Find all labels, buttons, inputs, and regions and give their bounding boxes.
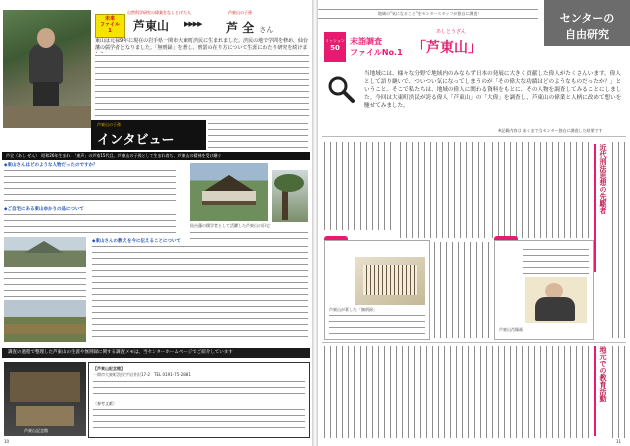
- guest-name: [226, 17, 273, 36]
- lower-divider: [322, 342, 626, 343]
- series-badge: [95, 14, 125, 38]
- interview-label: インタビュー: [97, 133, 175, 148]
- side-heading-1-text: 近代刑法思想の先駆者: [599, 144, 607, 214]
- left-page-number: 10: [4, 439, 10, 444]
- museum-box-text: 一関市大東町渋民字岩井沢17-2 TEL 0191-75-2881: [93, 372, 191, 377]
- old-house-photo: [190, 163, 268, 221]
- side-heading-2-text: 地元での教育活動: [599, 346, 607, 402]
- qa-heading-2: ◆ご自宅にある東山ゆかりの品について: [4, 207, 84, 212]
- title-ruby: あしとうざん: [436, 29, 467, 35]
- photo-caption-1: 仙台藩の儒学者として活躍した芦東山の旧宅: [190, 223, 270, 228]
- right-page: [318, 0, 630, 446]
- header-arrows: ▶▶▶▶: [184, 20, 202, 28]
- qa-heading-1: ◆東山さんはどのような人物だったのですか？: [4, 163, 98, 168]
- vertical-text-col-1: [322, 142, 392, 230]
- left-page: [0, 0, 312, 446]
- footer-notice: [2, 348, 310, 358]
- vertical-text-col-4: [610, 142, 626, 338]
- refs-label: 〈参考文献〉: [93, 401, 117, 406]
- qa-answer-2: [4, 212, 176, 234]
- side-heading-1: [594, 144, 610, 272]
- header-note-bar: [318, 9, 538, 19]
- file-title-1: 末詣調査: [350, 37, 382, 46]
- box-caption-1: 芦東山が著した「無刑録」: [329, 307, 377, 312]
- guest-name-text: 芦 全: [226, 21, 255, 35]
- intro-text: 当地域には、様々な分野で地域内のみならず日本の発展に大きく貢献した偉人がたくさんいます。偉人として語り継いで、ついつい気になってしまうのが「その偉大な功績はどのようなものだったか？」ということ。そこで私たちは、地域の偉人に関わる資料をもとに、その人物を調査してみることにしました。今回は大東町渋民が誇る偉人「芦東山」の「大偉」を調査し、芦東山の偉業と人柄に改めて想いを馳せてみました。: [364, 71, 622, 109]
- muke-box: [324, 240, 430, 340]
- qa-answer-3b: [4, 270, 86, 298]
- vertical-text-col-5: [432, 242, 490, 338]
- vertical-text-col-3: [490, 142, 590, 238]
- photo-caption-lines: [190, 230, 308, 240]
- bio-text: 東山は元禄9年に現在の岩手県一関市大東町渋民に生まれました。渋民の地で学問を修め、仙台藩の儒学者となりました。「無刑録」を著し、刑罰の在り方について生涯にわたり研究を続けま: [95, 38, 308, 51]
- interview-label-box: [91, 120, 206, 150]
- corner-title-2: 自由研究: [565, 28, 609, 41]
- ashi-box: [494, 240, 594, 340]
- qa-heading-3: ◆東山さんの教えを今に伝えることについて: [92, 239, 181, 244]
- header-note: 地域の"気になること"をセンタースタッフが独自に調査！: [378, 11, 482, 16]
- intro-divider: [322, 136, 626, 137]
- bio-side-text: [208, 121, 308, 151]
- mountain-photo: [4, 237, 86, 267]
- caption-bar: [2, 152, 310, 160]
- interview-small: 芦東山の子孫: [97, 122, 121, 127]
- mission-badge: [324, 32, 346, 62]
- right-page-number: 11: [616, 439, 622, 444]
- tree-photo: [272, 170, 308, 222]
- file-title: [350, 36, 403, 58]
- magnifier-icon: [326, 74, 356, 104]
- subject-name: 芦東山: [133, 19, 170, 33]
- corner-title-box: [544, 0, 630, 46]
- file-title-2: ファイルNo.1: [350, 48, 403, 57]
- header-small-left: 自然科学研究の偉業をなしとげた人: [127, 10, 191, 15]
- intro-note: ※記載内容は あくまで当センター独自に調査した結果です: [498, 128, 603, 133]
- photo-caption-3: 芦東山記念館: [24, 428, 48, 433]
- guest-suffix: さん: [259, 26, 274, 34]
- series-label: 未来 ファイル 1: [100, 16, 120, 34]
- side-heading-2: [594, 346, 610, 436]
- interviewee-photo: [3, 10, 91, 128]
- footer-notice-text: 調査の過程で整理した芦東山の生涯や無刑録に関する調査メモは、当センターホームページでご紹介しています: [8, 350, 233, 355]
- qa-answer-1: [4, 168, 176, 204]
- vertical-text-col-7: [610, 346, 626, 438]
- vertical-text-col-6: [322, 346, 592, 438]
- box-caption-2: 芦東山肖像画: [499, 327, 523, 332]
- muke-book-photo: [355, 257, 425, 305]
- vertical-text-col-2: [398, 142, 486, 238]
- mission-num: 50: [330, 44, 340, 52]
- museum-photo: [4, 362, 86, 436]
- caption-bar-text: 芦全（あし ぜん） 昭和26年生まれ 「東声」の芦家15代目。芦東山の子孫として生まれ育ち、芦東山の精神を受け継ぐ: [6, 153, 222, 158]
- header-small-right: 芦東山の子孫: [228, 10, 252, 15]
- qa-answer-3: [92, 244, 308, 340]
- museum-box-title: 【芦東山記念館】: [93, 366, 125, 371]
- field-photo: [4, 300, 86, 342]
- main-title: 「芦東山」: [412, 40, 482, 56]
- museum-info-box: [88, 362, 310, 438]
- portrait-painting: [525, 277, 587, 323]
- mission-label: ミッション: [325, 38, 345, 43]
- corner-title-1: センターの: [559, 12, 615, 25]
- bio-block: [95, 38, 309, 120]
